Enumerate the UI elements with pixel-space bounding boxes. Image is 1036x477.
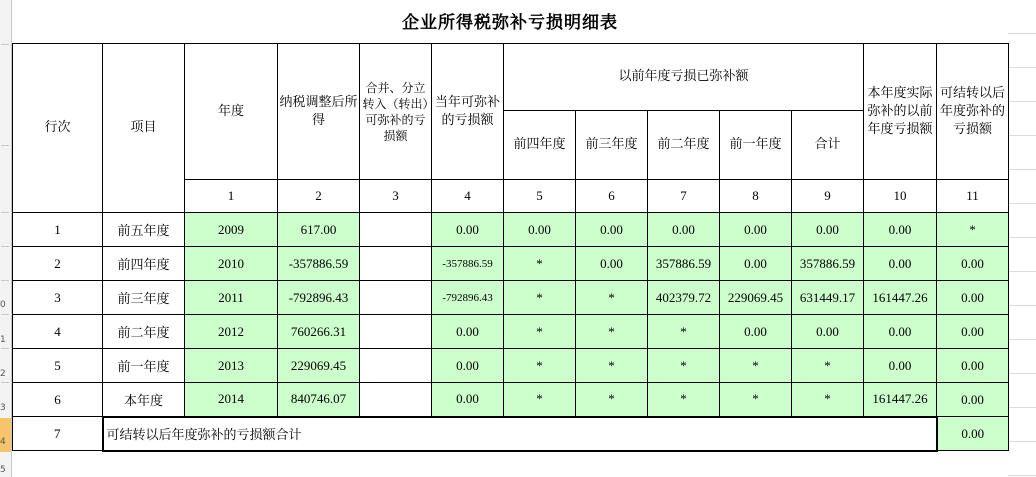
header-subtotal[interactable]: 合计 — [792, 111, 864, 180]
carry-forward-cell[interactable]: * — [937, 213, 1009, 247]
column-number[interactable]: 11 — [937, 180, 1009, 213]
empty-grid-area[interactable] — [1008, 0, 1036, 477]
prior-1-cell[interactable]: * — [720, 383, 792, 417]
gutter-row-number[interactable]: 0 — [0, 300, 6, 310]
column-number[interactable]: 3 — [360, 180, 432, 213]
gutter-row-number[interactable]: 5 — [0, 465, 6, 475]
subtotal-cell[interactable]: 631449.17 — [792, 281, 864, 315]
prior-3-cell[interactable]: * — [576, 383, 648, 417]
prior-1-cell[interactable]: * — [720, 349, 792, 383]
merger-loss-cell[interactable] — [360, 383, 432, 417]
prior-2-cell[interactable]: 357886.59 — [648, 247, 720, 281]
prior-2-cell[interactable]: * — [648, 315, 720, 349]
current-offset-cell[interactable]: 0.00 — [864, 213, 937, 247]
carry-forward-cell[interactable]: 0.00 — [937, 383, 1009, 417]
total-label-cell[interactable]: 可结转以后年度弥补的亏损额合计 — [103, 417, 937, 451]
table-row — [13, 383, 1009, 417]
table-row — [13, 315, 1009, 349]
table-row — [13, 213, 1009, 247]
total-row — [13, 417, 1009, 451]
header-year[interactable]: 年度 — [185, 44, 278, 180]
gutter-row-number[interactable]: 2 — [0, 369, 6, 379]
current-offset-cell[interactable]: 161447.26 — [864, 383, 937, 417]
year-cell[interactable]: 2009 — [185, 213, 278, 247]
carry-forward-cell[interactable]: 0.00 — [937, 281, 1009, 315]
header-prior-1[interactable]: 前一年度 — [720, 111, 792, 180]
prior-4-cell[interactable]: * — [504, 315, 576, 349]
column-number[interactable]: 2 — [278, 180, 360, 213]
gutter-divider — [1, 246, 9, 247]
header-prior-4[interactable]: 前四年度 — [504, 111, 576, 180]
column-number[interactable]: 4 — [432, 180, 504, 213]
prior-1-cell[interactable]: 0.00 — [720, 315, 792, 349]
table-row — [13, 247, 1009, 281]
total-value-cell[interactable]: 0.00 — [937, 417, 1009, 451]
taxable-income-cell[interactable]: -792896.43 — [278, 281, 360, 315]
column-number[interactable]: 1 — [185, 180, 278, 213]
row-number-cell[interactable]: 5 — [13, 349, 103, 383]
table-row — [13, 349, 1009, 383]
item-cell[interactable]: 前五年度 — [103, 213, 185, 247]
gutter-row-number[interactable]: 3 — [0, 403, 6, 413]
header-merger-loss[interactable]: 合并、分立转入（转出）可弥补的亏损额 — [360, 44, 432, 180]
taxable-income-cell[interactable]: 760266.31 — [278, 315, 360, 349]
taxable-income-cell[interactable]: 229069.45 — [278, 349, 360, 383]
prior-3-cell[interactable]: * — [576, 315, 648, 349]
row-number-cell[interactable]: 1 — [13, 213, 103, 247]
gutter-divider — [1, 145, 9, 146]
carry-forward-cell[interactable]: 0.00 — [937, 349, 1009, 383]
gutter-row-number[interactable]: 1 — [0, 335, 6, 345]
item-cell[interactable]: 前一年度 — [103, 349, 185, 383]
header-prior-offset-group[interactable]: 以前年度亏损已弥补额 — [504, 44, 864, 111]
gutter-divider — [1, 44, 9, 45]
gutter-row-number[interactable]: 4 — [0, 437, 6, 447]
merger-loss-cell[interactable] — [360, 281, 432, 315]
current-loss-cell[interactable]: -792896.43 — [432, 281, 504, 315]
merger-loss-cell[interactable] — [360, 213, 432, 247]
subtotal-cell[interactable]: * — [792, 349, 864, 383]
merger-loss-cell[interactable] — [360, 315, 432, 349]
item-cell[interactable]: 前二年度 — [103, 315, 185, 349]
current-offset-cell[interactable]: 0.00 — [864, 349, 937, 383]
year-cell[interactable]: 2012 — [185, 315, 278, 349]
header-taxable-income[interactable]: 纳税调整后所得 — [278, 44, 360, 180]
row-number-cell[interactable]: 7 — [13, 417, 103, 451]
subtotal-cell[interactable]: 357886.59 — [792, 247, 864, 281]
prior-3-cell[interactable]: 0.00 — [576, 247, 648, 281]
report-title[interactable]: 企业所得税弥补亏损明细表 — [402, 13, 618, 33]
current-loss-cell[interactable]: 0.00 — [432, 213, 504, 247]
prior-4-cell[interactable]: 0.00 — [504, 213, 576, 247]
gutter-divider — [1, 212, 9, 213]
prior-1-cell[interactable]: 229069.45 — [720, 281, 792, 315]
carry-forward-cell[interactable]: 0.00 — [937, 247, 1009, 281]
current-loss-cell[interactable]: 0.00 — [432, 315, 504, 349]
prior-2-cell[interactable]: 0.00 — [648, 213, 720, 247]
gutter-divider — [1, 280, 9, 281]
table-row — [13, 281, 1009, 315]
row-header-gutter[interactable] — [0, 0, 12, 477]
prior-4-cell[interactable]: * — [504, 383, 576, 417]
prior-2-cell[interactable]: * — [648, 383, 720, 417]
item-cell[interactable]: 前三年度 — [103, 281, 185, 315]
current-offset-cell[interactable]: 0.00 — [864, 315, 937, 349]
item-cell[interactable]: 前四年度 — [103, 247, 185, 281]
column-number[interactable]: 6 — [576, 180, 648, 213]
subtotal-cell[interactable]: 0.00 — [792, 213, 864, 247]
prior-2-cell[interactable]: * — [648, 349, 720, 383]
prior-4-cell[interactable]: * — [504, 349, 576, 383]
column-number[interactable]: 9 — [792, 180, 864, 213]
year-cell[interactable]: 2013 — [185, 349, 278, 383]
current-offset-cell[interactable]: 161447.26 — [864, 281, 937, 315]
merger-loss-cell[interactable] — [360, 349, 432, 383]
year-cell[interactable]: 2011 — [185, 281, 278, 315]
subtotal-cell[interactable]: 0.00 — [792, 315, 864, 349]
column-number[interactable]: 10 — [864, 180, 937, 213]
row-number-cell[interactable]: 2 — [13, 247, 103, 281]
current-loss-cell[interactable]: -357886.59 — [432, 247, 504, 281]
taxable-income-cell[interactable]: -357886.59 — [278, 247, 360, 281]
taxable-income-cell[interactable]: 617.00 — [278, 213, 360, 247]
prior-4-cell[interactable]: * — [504, 281, 576, 315]
taxable-income-cell[interactable]: 840746.07 — [278, 383, 360, 417]
prior-3-cell[interactable]: * — [576, 349, 648, 383]
current-loss-cell[interactable]: 0.00 — [432, 349, 504, 383]
header-carry-forward[interactable]: 可结转以后年度弥补的亏损额 — [937, 44, 1009, 180]
loss-carryforward-table — [12, 43, 1009, 452]
prior-4-cell[interactable]: * — [504, 247, 576, 281]
current-offset-cell[interactable]: 0.00 — [864, 247, 937, 281]
header-prior-2[interactable]: 前二年度 — [648, 111, 720, 180]
prior-3-cell[interactable]: * — [576, 281, 648, 315]
column-number[interactable]: 8 — [720, 180, 792, 213]
header-current-offset[interactable]: 本年度实际弥补的以前年度亏损额 — [864, 44, 937, 180]
row-number-cell[interactable]: 6 — [13, 383, 103, 417]
gutter-divider — [1, 348, 9, 349]
current-loss-cell[interactable]: 0.00 — [432, 383, 504, 417]
prior-3-cell[interactable]: 0.00 — [576, 213, 648, 247]
header-prior-3[interactable]: 前三年度 — [576, 111, 648, 180]
column-number[interactable]: 7 — [648, 180, 720, 213]
prior-1-cell[interactable]: 0.00 — [720, 247, 792, 281]
header-current-loss[interactable]: 当年可弥补的亏损额 — [432, 44, 504, 180]
year-cell[interactable]: 2014 — [185, 383, 278, 417]
subtotal-cell[interactable]: * — [792, 383, 864, 417]
gutter-divider — [1, 382, 9, 383]
merger-loss-cell[interactable] — [360, 247, 432, 281]
column-number[interactable]: 5 — [504, 180, 576, 213]
item-cell[interactable]: 本年度 — [103, 383, 185, 417]
gutter-divider — [1, 314, 9, 315]
prior-2-cell[interactable]: 402379.72 — [648, 281, 720, 315]
row-number-cell[interactable]: 4 — [13, 315, 103, 349]
carry-forward-cell[interactable]: 0.00 — [937, 315, 1009, 349]
header-item[interactable]: 项目 — [103, 44, 185, 213]
row-number-cell[interactable]: 3 — [13, 281, 103, 315]
prior-1-cell[interactable]: 0.00 — [720, 213, 792, 247]
year-cell[interactable]: 2010 — [185, 247, 278, 281]
header-row-no[interactable]: 行次 — [13, 44, 103, 213]
